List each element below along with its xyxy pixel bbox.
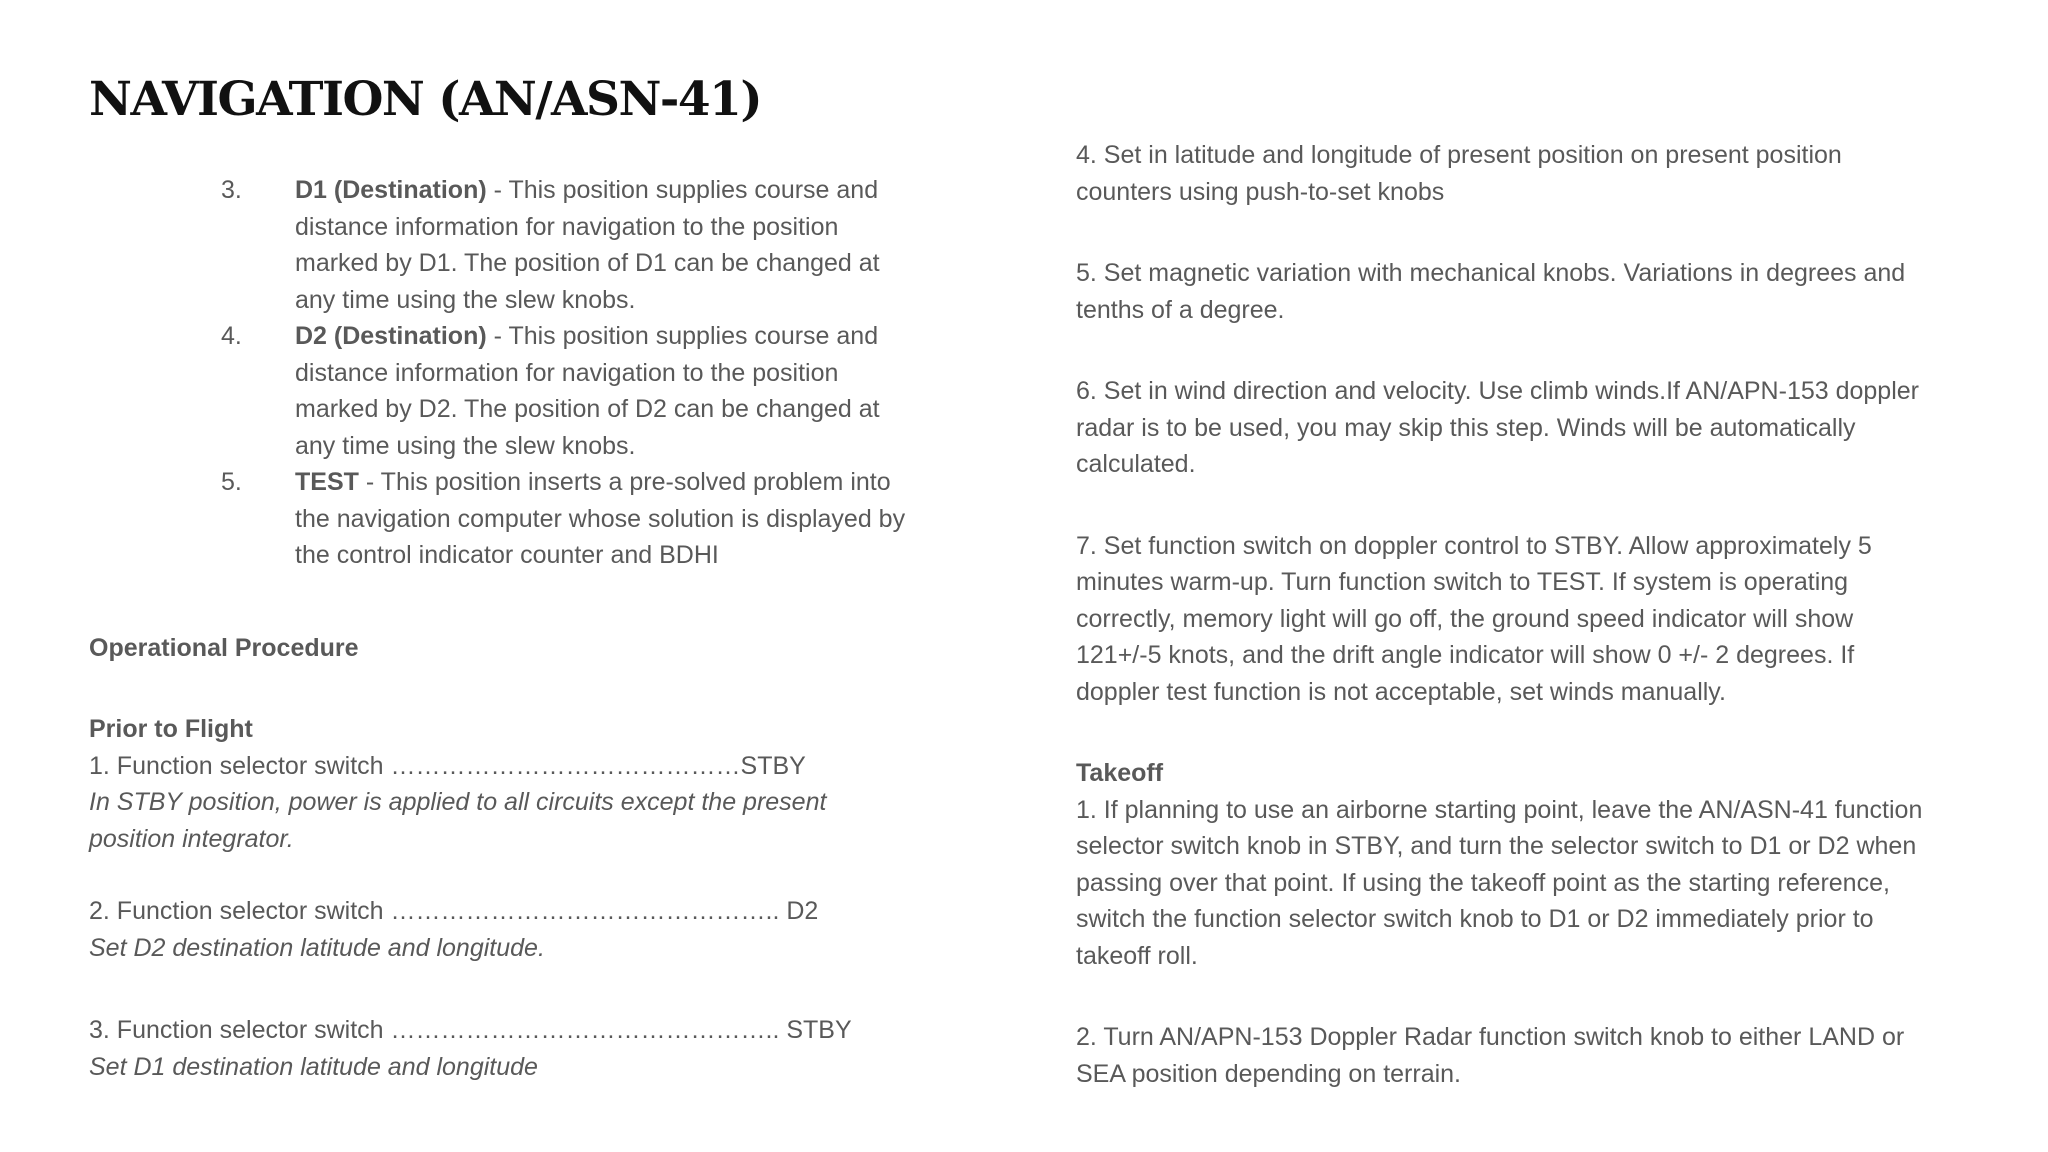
step-line: 1. Function selector switch ……………………………………STBY: [89, 751, 806, 780]
list-item: [89, 172, 929, 318]
position-label: TEST: [295, 468, 359, 496]
procedure-step: 7. Set function switch on doppler control to STBY. Allow approximately 5 minutes warm-up. Turn function switch to TEST. If system is operating correctly, memory light will go off, the ground speed indicator will show 121+/-5 knots, and the drift angle indicator will show 0 +/- 2 degrees. If doppler test function is not acceptable, set winds manually.: [1076, 531, 1872, 706]
step-line: 3. Function selector switch ……………………………………….. STBY: [89, 1016, 852, 1044]
step-note: Set D2 destination latitude and longitude.: [89, 933, 545, 962]
list-item: [89, 318, 929, 464]
list-item: [89, 464, 929, 574]
step-line: 2. Function selector switch ……………………………………….. D2: [89, 897, 819, 925]
position-description: - This position supplies course and distance information for navigation to the position marked by D2. The position of D2 can be changed at any time using the slew knobs.: [295, 322, 880, 460]
position-label: D1 (Destination): [295, 176, 487, 204]
procedure-step: 4. Set in latitude and longitude of present position on present position counters using push-to-set knobs: [1076, 141, 1842, 206]
position-label: D2 (Destination): [295, 322, 487, 350]
procedure-step: 5. Set magnetic variation with mechanical knobs. Variations in degrees and tenths of a degree.: [1076, 259, 1906, 324]
procedure-step: 2. Turn AN/APN-153 Doppler Radar function switch knob to either LAND or SEA position depending on terrain.: [1076, 1023, 1905, 1088]
list-number: 3.: [221, 176, 242, 204]
procedure-step: 6. Set in wind direction and velocity. Use climb winds.If AN/APN-153 doppler radar is to be used, you may skip this step. Winds will be automatically calculated.: [1076, 377, 1919, 478]
procedure-step: 1. If planning to use an airborne starting point, leave the AN/ASN-41 function selector switch knob in STBY, and turn the selector switch to D1 or D2 when passing over that point. If using the takeoff point as the starting reference, switch the function selector switch knob to D1 or D2 immediately prior to takeoff roll.: [1076, 795, 1923, 970]
procedure-step: [89, 748, 989, 858]
subsection-heading: Prior to Flight: [89, 715, 253, 743]
section-heading: Operational Procedure: [89, 633, 359, 662]
position-description: - This position supplies course and distance information for navigation to the position marked by D1. The position of D1 can be changed at any time using the slew knobs.: [295, 176, 880, 314]
step-note: In STBY position, power is applied to all circuits except the present position integrator.: [89, 788, 827, 853]
right-column: [1076, 137, 1936, 1092]
procedure-step: [89, 1012, 989, 1085]
procedure-step: [89, 893, 989, 966]
position-description: - This position inserts a pre-solved problem into the navigation computer whose solution is displayed by the control indicator counter and BDHI: [295, 468, 906, 569]
step-note: Set D1 destination latitude and longitude: [89, 1052, 538, 1081]
list-number: 5.: [221, 468, 242, 496]
list-number: 4.: [221, 322, 242, 350]
subsection-heading: Takeoff: [1076, 759, 1164, 787]
position-list: [89, 172, 929, 574]
left-column: [89, 172, 989, 1085]
page-title: NAVIGATION (AN/ASN-41): [89, 72, 762, 127]
